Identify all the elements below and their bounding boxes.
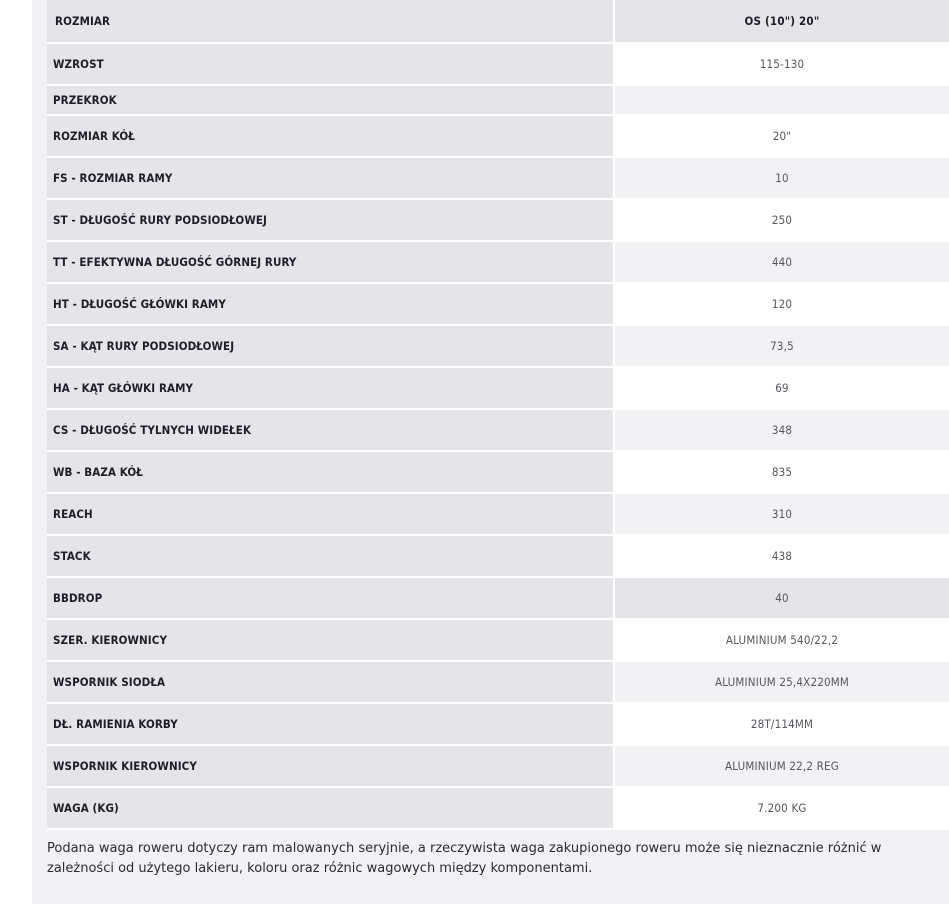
- row-value: 120: [614, 283, 949, 325]
- row-label: WZROST: [47, 43, 614, 85]
- table-row-stack: [47, 535, 949, 577]
- row-label: BBDROP: [47, 577, 614, 619]
- row-value: 440: [614, 241, 949, 283]
- row-label: WAGA (KG): [47, 787, 614, 829]
- table-row-bbdrop: [47, 577, 949, 619]
- row-label: DŁ. RAMIENIA KORBY: [47, 703, 614, 745]
- header-size: OS (10") 20": [614, 0, 949, 43]
- row-label: SA - KĄT RURY PODSIODŁOWEJ: [47, 325, 614, 367]
- row-value: 28T/114MM: [614, 703, 949, 745]
- row-label: CS - DŁUGOŚĆ TYLNYCH WIDEŁEK: [47, 409, 614, 451]
- row-label: HA - KĄT GŁÓWKI RAMY: [47, 367, 614, 409]
- row-value: 835: [614, 451, 949, 493]
- row-value: 40: [614, 577, 949, 619]
- row-value: 250: [614, 199, 949, 241]
- geometry-table: [47, 0, 949, 830]
- row-label: WSPORNIK SIODŁA: [47, 661, 614, 703]
- table-row-wspornik-kierownicy: [47, 745, 949, 787]
- table-row-rozmiar-kol: [47, 115, 949, 157]
- table-row-przekrok: [47, 85, 949, 115]
- row-value: 348: [614, 409, 949, 451]
- row-label: PRZEKROK: [47, 85, 614, 115]
- row-value: 7.200 KG: [614, 787, 949, 829]
- row-label: WSPORNIK KIEROWNICY: [47, 745, 614, 787]
- row-label: FS - ROZMIAR RAMY: [47, 157, 614, 199]
- row-value: 20": [614, 115, 949, 157]
- row-value: 438: [614, 535, 949, 577]
- table-row-st: [47, 199, 949, 241]
- row-value: 73,5: [614, 325, 949, 367]
- table-row-wb: [47, 451, 949, 493]
- table-row-sa: [47, 325, 949, 367]
- table-row-fs: [47, 157, 949, 199]
- row-label: ROZMIAR KÓŁ: [47, 115, 614, 157]
- table-row-wzrost: [47, 43, 949, 85]
- table-row-ha: [47, 367, 949, 409]
- table-row-ramie-korby: [47, 703, 949, 745]
- table-row-ht: [47, 283, 949, 325]
- row-label: HT - DŁUGOŚĆ GŁÓWKI RAMY: [47, 283, 614, 325]
- row-label: REACH: [47, 493, 614, 535]
- table-row-szer-kierownicy: [47, 619, 949, 661]
- row-value: 10: [614, 157, 949, 199]
- row-value: 310: [614, 493, 949, 535]
- table-row-cs: [47, 409, 949, 451]
- header-label: ROZMIAR: [47, 0, 614, 43]
- row-value: [614, 85, 949, 115]
- weight-disclaimer: Podana waga roweru dotyczy ram malowanych seryjnie, a rzeczywista waga zakupionego roweru może się nieznacznie różnić w zależności od użytego lakieru, koloru oraz różnic wagowych między komponentami.: [47, 841, 882, 876]
- table-header-row: [47, 0, 949, 43]
- table-row-waga: [47, 787, 949, 829]
- table-row-wspornik-siodla: [47, 661, 949, 703]
- table-row-tt: [47, 241, 949, 283]
- row-value: ALUMINIUM 540/22,2: [614, 619, 949, 661]
- row-value: 115-130: [614, 43, 949, 85]
- row-label: TT - EFEKTYWNA DŁUGOŚĆ GÓRNEJ RURY: [47, 241, 614, 283]
- table-row-reach: [47, 493, 949, 535]
- row-label: SZER. KIEROWNICY: [47, 619, 614, 661]
- row-label: WB - BAZA KÓŁ: [47, 451, 614, 493]
- row-value: ALUMINIUM 22,2 REG: [614, 745, 949, 787]
- row-label: STACK: [47, 535, 614, 577]
- row-value: 69: [614, 367, 949, 409]
- row-value: ALUMINIUM 25,4X220MM: [614, 661, 949, 703]
- row-label: ST - DŁUGOŚĆ RURY PODSIODŁOWEJ: [47, 199, 614, 241]
